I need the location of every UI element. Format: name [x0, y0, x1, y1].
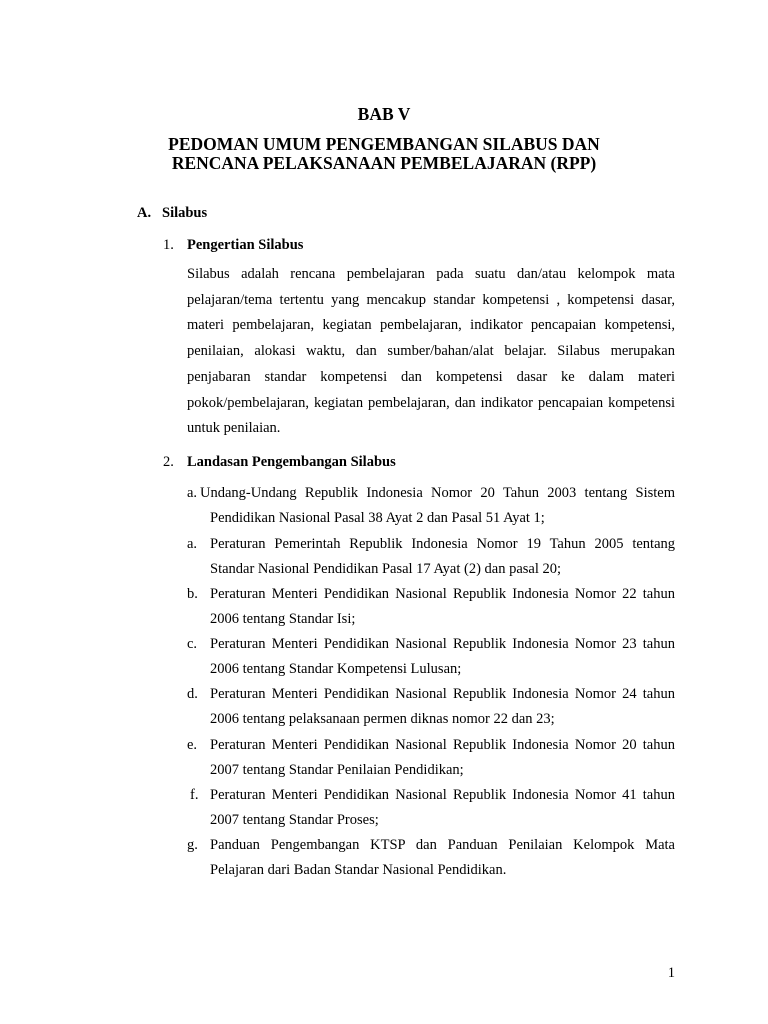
subsection-1-marker: 1. — [163, 237, 174, 253]
subsection-2-heading — [163, 453, 396, 471]
list-marker: e. — [187, 737, 198, 753]
list-marker: c. — [187, 636, 198, 652]
title-line-1: PEDOMAN UMUM PENGEMBANGAN SILABUS DAN — [168, 134, 600, 154]
section-marker: A. — [137, 205, 152, 221]
list-text: Peraturan Menteri Pendidikan Nasional Republik Indonesia Nomor 22 tahun 2006 tentang Standar Isi; — [210, 586, 675, 627]
title-line-2: RENCANA PELAKSANAAN PEMBELAJARAN (RPP) — [171, 153, 597, 173]
list-marker: a. — [187, 536, 198, 552]
subsection-1-label: Pengertian Silabus — [187, 237, 304, 253]
list-item — [187, 632, 675, 682]
silabus-definition-paragraph: Silabus adalah rencana pembelajaran pada suatu dan/atau kelompok mata pelajaran/tema tertentu yang mencakup standar kompetensi , kompetensi dasar, materi pembelajaran, kegiatan pembelajaran, indikator pencapaian kompetensi, penilaian, alokasi waktu, dan sumber/bahan/alat belajar. Silabus merupakan penjabaran standar kompetensi dan kompetensi dasar ke dalam materi pokok/pembelajaran, kegiatan pembelajaran, dan indikator pencapaian kompetensi untuk penilaian. — [187, 266, 675, 437]
list-marker: d. — [187, 686, 198, 702]
list-text: Panduan Pengembangan KTSP dan Panduan Penilaian Kelompok Mata Pelajaran dari Badan Standar Nasional Pendidikan. — [210, 837, 675, 878]
page-number: 1 — [667, 965, 675, 981]
list-text: Peraturan Menteri Pendidikan Nasional Republik Indonesia Nomor 41 tahun 2007 tentang Standar Proses; — [210, 787, 675, 828]
list-item — [187, 682, 675, 732]
chapter-heading: BAB V — [357, 104, 411, 124]
list-marker: b. — [187, 586, 198, 602]
list-marker: f. — [190, 787, 199, 803]
list-marker: g. — [187, 837, 198, 853]
list-item — [187, 532, 675, 582]
section-label: Silabus — [162, 205, 208, 221]
list-text: Peraturan Menteri Pendidikan Nasional Republik Indonesia Nomor 24 tahun 2006 tentang pelaksanaan permen diknas nomor 22 dan 23; — [210, 686, 675, 727]
section-heading — [137, 204, 207, 222]
list-item — [187, 783, 675, 833]
list-marker: a. — [187, 485, 198, 501]
list-item — [187, 733, 675, 783]
list-text: Peraturan Menteri Pendidikan Nasional Republik Indonesia Nomor 23 tahun 2006 tentang Standar Kompetensi Lulusan; — [210, 636, 675, 677]
list-item — [187, 582, 675, 632]
list-text: Peraturan Menteri Pendidikan Nasional Republik Indonesia Nomor 20 tahun 2007 tentang Standar Penilaian Pendidikan; — [210, 737, 675, 778]
subsection-2-marker: 2. — [163, 454, 174, 470]
subsection-1-heading — [163, 236, 303, 254]
subsection-2-label: Landasan Pengembangan Silabus — [187, 454, 396, 470]
list-item — [187, 833, 675, 883]
list-text: Undang-Undang Republik Indonesia Nomor 20 Tahun 2003 tentang Sistem Pendidikan Nasional Pasal 38 Ayat 2 dan Pasal 51 Ayat 1; — [200, 485, 675, 526]
list-item — [187, 481, 675, 531]
list-text: Peraturan Pemerintah Republik Indonesia Nomor 19 Tahun 2005 tentang Standar Nasional Pendidikan Pasal 17 Ayat (2) dan pasal 20; — [210, 536, 675, 577]
